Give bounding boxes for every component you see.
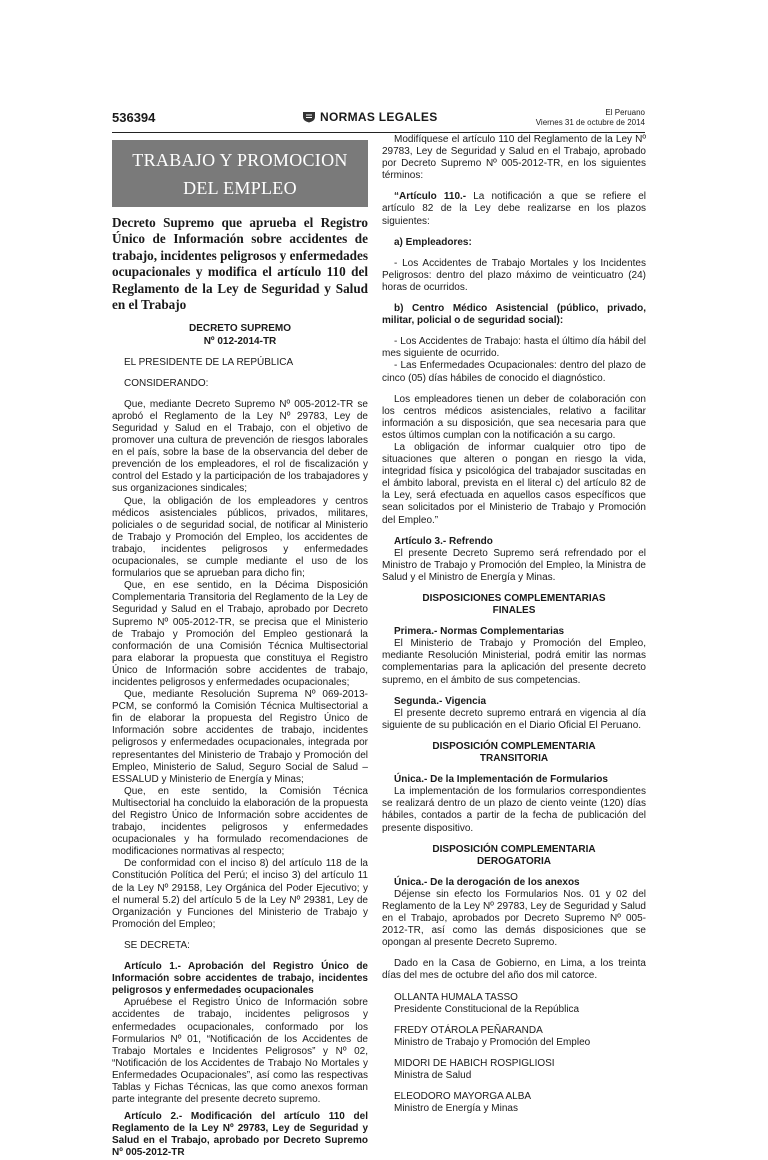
employers-heading: a) Empleadores: (394, 236, 472, 248)
second-provision-body: El presente decreto supremo entrará en vigencia al día siguiente de su publicación en el Diario Oficial El Peruano. (382, 707, 646, 731)
decree-title: DECRETO SUPREMO (188, 323, 292, 335)
decree-headline: Decreto Supremo que aprueba el Registro Único de Información sobre accidentes de trabajo, incidentes peligrosos y enfermedades ocupacionales y modifica el artículo 110 del Reglamento de la Ley de Seguridad y Salud en el Trabajo (112, 215, 368, 313)
article110-closing: Los empleadores tienen un deber de colaboración con los centros médicos asistenciales, relativo a facilitar información a su disposición, que sea necesaria para que estos últimos cumplan con la notificación a su cargo. (382, 393, 646, 441)
recital: Que, mediante Resolución Suprema Nº 069-2013-PCM, se conformó la Comisión Técnica Multisectorial a fin de elaborar la propuesta del Registro Único de Información sobre accidentes de trabajo, incidentes peligrosos y enfermedades ocupacionales, integrada por representantes del Ministerio de Trabajo y Promoción del Empleo, Ministerio de Salud, Seguro Social de Salud – ESSALUD y Ministerio de Energía y Minas; (112, 689, 368, 785)
page-number: 536394 (112, 110, 156, 125)
recital: Que, en ese sentido, en la Décima Disposición Complementaria Transitoria del Reglamento de la Ley de Seguridad y Salud en el Trabajo, aprobado por Decreto Supremo Nº 005-2012-TR, se precisa que el Ministerio de Trabajo y Promoción del Empleo gestionará la conformación de una Comisión Técnica Multisectorial para elaborar la propuesta que constituya el Registro Único de Información sobre accidentes de trabajo, incidentes peligrosos y enfermedades ocupacionales; (112, 580, 368, 688)
signatory-role: Ministro de Energía y Minas (394, 1103, 518, 1115)
shield-logo-icon (302, 111, 316, 123)
transitory-subheading: TRANSITORIA (479, 753, 549, 765)
second-provision-title: Segunda.- Vigencia (394, 695, 487, 707)
article2-title: Artículo 2.- Modificación del artículo 110 del Reglamento de la Ley Nº 29783, Ley de Seguridad y Salud en el Trabajo, aprobado por Decreto Supremo Nº 005-2012-TR (112, 1111, 368, 1159)
page-header (112, 108, 645, 130)
transitory-heading: DISPOSICIÓN COMPLEMENTARIA (432, 740, 596, 752)
transitory-title: Única.- De la Implementación de Formularios (394, 774, 608, 786)
right-column (382, 134, 646, 1115)
article1-body: Apruébese el Registro Único de Información sobre accidentes de trabajo, incidentes peligrosos y enfermedades ocupacionales, conformado por los Formularios Nº 01, “Notificación de los Accidentes de Trabajo Mortales e Incidentes Peligrosos” y Nº 02, “Notificación de los Accidentes de Trabajo No Mortales y Enfermedades Ocupacionales”, así como las respectivas Tablas y Fichas Técnicas, las que como anexos forman parte integrante del presente decreto supremo. (112, 997, 368, 1106)
given-at: Dado en la Casa de Gobierno, en Lima, a los treinta días del mes de octubre del año dos mil catorce. (382, 958, 646, 982)
section-banner (112, 140, 368, 207)
employers-body: - Los Accidentes de Trabajo Mortales y los Incidentes Peligrosos: dentro del plazo máximo de veinticuatro (24) horas de ocurridos. (382, 257, 646, 293)
first-provision-title: Primera.- Normas Complementarias (394, 626, 565, 638)
signatory-role: Ministra de Salud (394, 1070, 472, 1081)
issue-info (536, 108, 645, 128)
signatory-name: MIDORI DE HABICH ROSPIGLIOSI (394, 1057, 555, 1069)
article110-text: La notificación a que se refiere el artículo 82 de la Ley debe realizarse en los plazos siguientes: (382, 191, 646, 227)
article110-closing: La obligación de informar cualquier otro tipo de situaciones que alteren o pongan en riesgo la vida, integridad física y psicológica del trabajador suscitadas en el ámbito laboral, prevista en el literal c) del artículo 82 de la Ley, será efectuada en aquellos casos específicos que sean solicitados por el Ministerio de Trabajo y Promoción del Empleo.” (382, 441, 646, 526)
section-banner-line: DEL EMPLEO (183, 178, 297, 198)
signatory-name: OLLANTA HUMALA TASSO (394, 991, 518, 1003)
decree-number: Nº 012-2014-TR (203, 335, 277, 347)
first-provision-body: El Ministerio de Trabajo y Promoción del Empleo, mediante Resolución Ministerial, podrá emitir las normas complementarias para la aplicación del presente decreto supremo, en el ámbito de sus competencias. (382, 638, 646, 686)
issue-date: Viernes 31 de octubre de 2014 (535, 118, 645, 127)
article3-body: El presente Decreto Supremo será refrendado por el Ministro de Trabajo y Promoción del Empleo, la Ministra de Salud y el Ministro de Energía y Minas. (382, 547, 646, 583)
article110-quote (382, 191, 646, 227)
medical-center-heading: b) Centro Médico Asistencial (público, privado, militar, policial o de seguridad social): (382, 303, 646, 327)
left-column (112, 140, 368, 1160)
medical-center-body: - Los Accidentes de Trabajo: hasta el último día hábil del mes siguiente de ocurrido. (382, 336, 646, 360)
recital: De conformidad con el inciso 8) del artículo 118 de la Constitución Política del Perú; el inciso 3) del artículo 11 de la Ley Nº 29158, Ley Orgánica del Poder Ejecutivo; y el numeral 5.2) del artículo 5 de la Ley Nº 29381, Ley de Organización y Funciones del Ministerio de Trabajo y Promoción del Empleo; (112, 858, 368, 930)
article110-lead: “Artículo 110.- (394, 191, 467, 203)
final-provisions-heading: DISPOSICIONES COMPLEMENTARIAS (422, 593, 606, 604)
final-provisions-subheading: FINALES (492, 605, 536, 617)
article2-body: Modifíquese el artículo 110 del Reglamento de la Ley Nº 29783, Ley de Seguridad y Salud en el Trabajo, aprobado por Decreto Supremo Nº 005-2012-TR, en los siguientes términos: (382, 134, 646, 182)
signatory-name: ELEODORO MAYORGA ALBA (394, 1091, 532, 1103)
signatory-role: Presidente Constitucional de la República (394, 1003, 580, 1015)
considering-label: CONSIDERANDO: (124, 377, 209, 389)
publication-name: NORMAS LEGALES (320, 110, 438, 124)
transitory-body: La implementación de los formularios correspondientes se realizará dentro de un plazo de ciento veinte (120) días hábiles, contados a partir de la fecha de publicación del presente dispositivo. (382, 786, 646, 834)
signatory-role: Ministro de Trabajo y Promoción del Empleo (394, 1036, 591, 1048)
derogatory-heading: DISPOSICIÓN COMPLEMENTARIA (432, 843, 596, 855)
publication-brand (302, 110, 438, 124)
signatory-name: FREDY OTÁROLA PEÑARANDA (394, 1024, 543, 1036)
medical-center-body: - Las Enfermedades Ocupacionales: dentro del plazo de cinco (05) días hábiles de conocido el diagnóstico. (382, 360, 646, 384)
section-banner-line: TRABAJO Y PROMOCION (132, 150, 348, 170)
source-name: El Peruano (605, 108, 645, 117)
article3-title: Artículo 3.- Refrendo (394, 535, 493, 547)
derogatory-title: Única.- De la derogación de los anexos (394, 876, 580, 888)
president-line: EL PRESIDENTE DE LA REPÚBLICA (124, 356, 294, 368)
derogatory-subheading: DEROGATORIA (476, 855, 552, 867)
recital: Que, la obligación de los empleadores y centros médicos asistenciales públicos, privados, militares, policiales o de seguridad social, de notificar al Ministerio de Trabajo y Promoción del Empleo, los accidentes de trabajo, incidentes peligrosos y enfermedades ocupacionales, se cumple mediante el uso de los formularios que se aprueban para dicho fin; (112, 495, 368, 580)
recital: Que, mediante Decreto Supremo Nº 005-2012-TR se aprobó el Reglamento de la Ley Nº 29783, Ley de Seguridad y Salud en el Trabajo, con el objetivo de promover una cultura de prevención de riesgos laborales en el país, sobre la base de la observancia del deber de prevención de los empleadores, el rol de fiscalización y control del Estado y la participación de los trabajadores y sus organizaciones sindicales; (112, 398, 368, 495)
derogatory-body: Déjense sin efecto los Formularios Nos. 01 y 02 del Reglamento de la Ley Nº 29783, Ley de Seguridad y Salud en el Trabajo, aprobados por Decreto Supremo Nº 005-2012-TR, así como las demás disposiciones que se opongan al presente Decreto Supremo. (382, 888, 646, 949)
article1-title: Artículo 1.- Aprobación del Registro Único de Información sobre accidentes de trabajo, incidentes peligrosos y enfermedades ocupacionales (112, 961, 368, 997)
decrees-label: SE DECRETA: (124, 939, 190, 951)
header-rule (112, 132, 645, 133)
recital: Que, en este sentido, la Comisión Técnica Multisectorial ha concluido la elaboración de la propuesta del Registro Único de Información sobre accidentes de trabajo, incidentes peligrosos y enfermedades ocupacionales y ha formulado recomendaciones de modificaciones normativas al respecto; (112, 785, 368, 858)
